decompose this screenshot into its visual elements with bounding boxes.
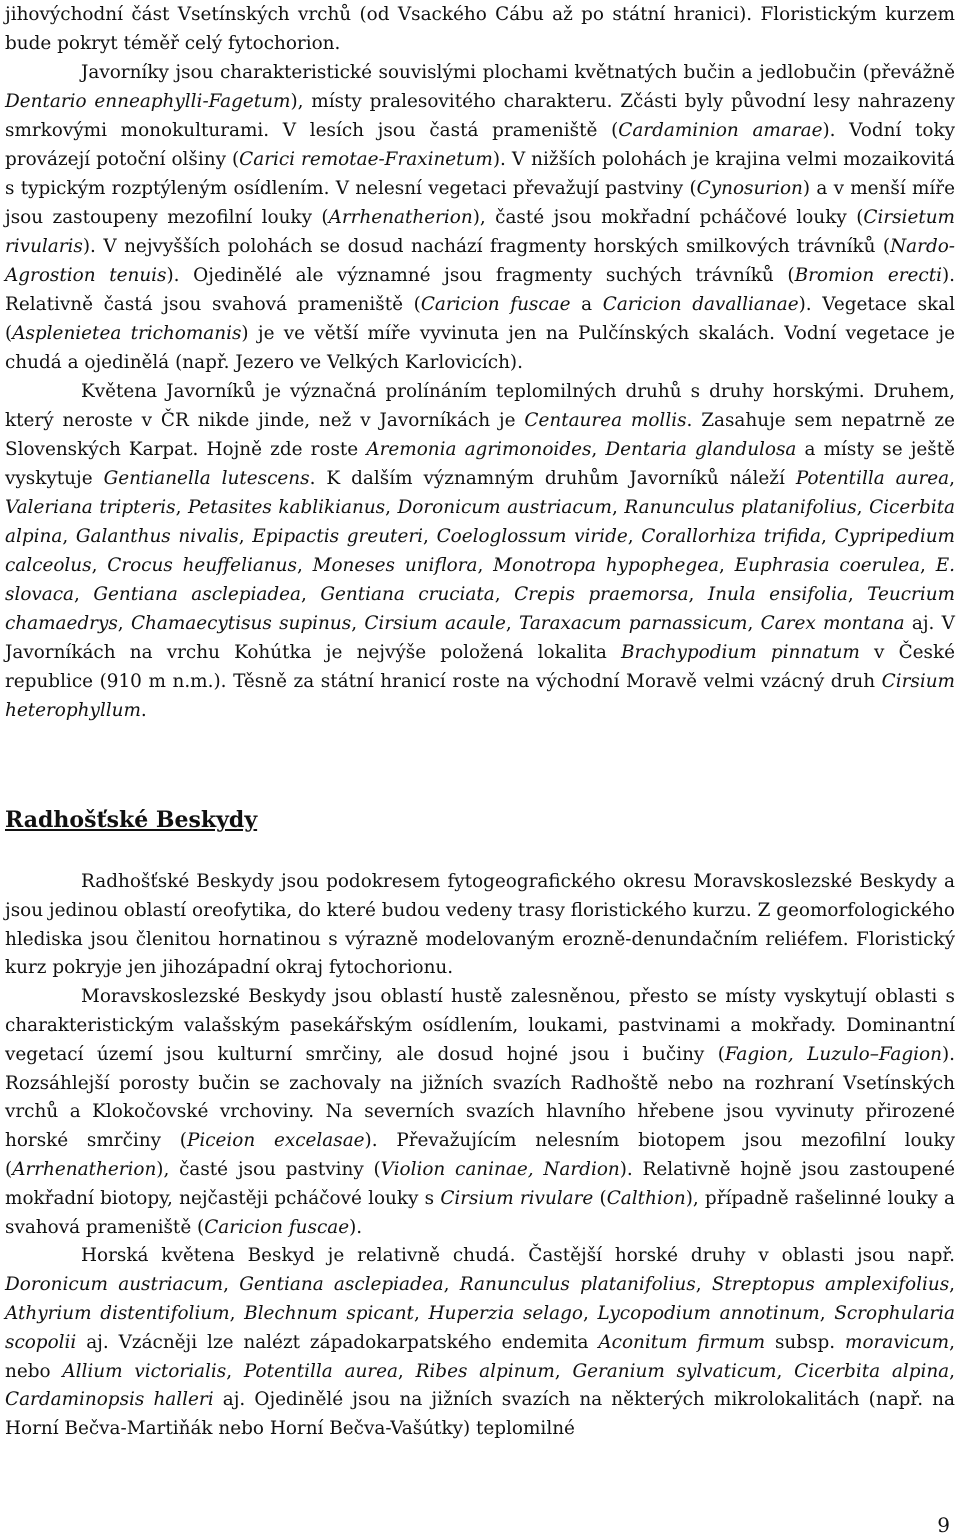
paragraph-beskydy-flora: Horská květena Beskyd je relativně chudá. Častější horské druhy v oblasti jsou např. Doronicum austriacum, Gentiana asclepiadea, Ranunculus platanifolius, Streptopus amplexifolius, Athyrium distentifolium, Blechnum spicant, Huperzia selago, Lycopodium annotinum, Scrophularia scopolii aj. Vzácněji lze nalézt západokarpatského endemita Aconitum firmum subsp. moravicum, nebo Allium victorialis, Potentilla aurea, Ribes alpinum, Geranium sylvaticum, Cicerbita alpina, Cardaminopsis halleri aj. Ojedinělé jsou na jižních svazích na některých mikrolokalitách (např. na Horní Bečva-Martiňák nebo Horní Bečva-Vašútky) teplomilné: [5, 1245, 956, 1440]
paragraph-javorniky-flora: Květena Javorníků je význačná prolínáním teplomilných druhů s druhy horskými. Druhem, který neroste v ČR nikde jinde, než v Javorníkách je Centaurea mollis. Zasahuje sem nepatrně ze Slovenských Karpat. Hojně zde roste Aremonia agrimonoides, Dentaria glandulosa a místy se ještě vyskytuje Gentianella lutescens. K dalším významným druhům Javorníků náleží Potentilla aurea, Valeriana tripteris, Petasites kablikianus, Doronicum austriacum, Ranunculus platanifolius, Cicerbita alpina, Galanthus nivalis, Epipactis greuteri, Coeloglossum viride, Corallorhiza trifida, Cypripedium calceolus, Crocus heuffelianus, Moneses uniflora, Monotropa hypophegea, Euphrasia coerulea, E. slovaca, Gentiana asclepiadea, Gentiana cruciata, Crepis praemorsa, Inula ensifolia, Teucrium chamaedrys, Chamaecytisus supinus, Cirsium acaule, Taraxacum parnassicum, Carex montana aj. V Javorníkách na vrchu Kohútka je nejvýše položená lokalita Brachypodium pinnatum v České republice (910 m n.m.). Těsně za státní hranicí roste na východní Moravě velmi vzácný druh Cirsium heterophyllum.: [5, 381, 956, 721]
section-heading-radhostske-beskydy: Radhošťské Beskydy: [5, 807, 258, 833]
paragraph-beskydy-vegetation: Moravskoslezské Beskydy jsou oblastí hustě zalesněnou, přesto se místy vyskytují oblasti s charakteristickým valašským pasekářským osídlením, loukami, pastvinami a mokřady. Dominantní vegetací území jsou kulturní smrčiny, ale dosud hojné jsou i bučiny (Fagion, Luzulo–Fagion). Rozsáhlejší porosty bučin se zachovaly na jižních svazích Radhoště nebo na rozhraní Vsetínských vrchů a Klokočovské vrchoviny. Na severních svazích hlavního hřebene jsou vyvinuty přirozené horské smrčiny (Piceion excelasae). Převažujícím nelesním biotopem jsou mezofilní louky (Arrhenatherion), časté jsou pastviny (Violion caninae, Nardion). Relativně hojně jsou zastoupené mokřadní biotopy, nejčastěji pcháčové louky s Cirsium rivulare (Calthion), případně rašelinné louky a svahová prameniště (Caricion fuscae).: [5, 986, 956, 1238]
section-radhostske-beskydy: [5, 868, 955, 1444]
paragraph-javorniky-vegetation: Javorníky jsou charakteristické souvislými plochami květnatých bučin a jedlobučin (převážně Dentario enneaphylli-Fagetum), místy pralesovitého charakteru. Zčásti byly původní lesy nahrazeny smrkovými monokulturami. V lesích jsou častá prameniště (Cardaminion amarae). Vodní toky provázejí potoční olšiny (Carici remotae-Fraxinetum). V nižších polohách je krajina velmi mozaikovitá s typickým rozptýleným osídlením. V nelesní vegetaci převažují pastviny (Cynosurion) a v menší míře jsou zastoupeny mezofilní louky (Arrhenatherion), časté jsou mokřadní pcháčové louky (Cirsietum rivularis). V nejvyšších polohách se dosud nachází fragmenty horských smilkových trávníků (Nardo-Agrostion tenuis). Ojedinělé ale významné jsou fragmenty suchých trávníků (Bromion erecti). Relativně častá jsou svahová prameniště (Caricion fuscae a Caricion davallianae). Vegetace skal (Asplenietea trichomanis) je ve větší míře vyvinuta jen na Pulčínských skalách. Vodní vegetace je chudá a ojedinělá (např. Jezero ve Velkých Karlovicích).: [5, 62, 956, 373]
paragraph-beskydy-intro: Radhošťské Beskydy jsou podokresem fytogeografického okresu Moravskoslezské Beskydy a jsou jedinou oblastí oreofytika, do které budou vedeny trasy floristického kurzu. Z geomorfologického hlediska jsou členitou hornatinou s výrazně modelovaným erozně-denundačním reliéfem. Floristický kurz pokryje jen jihozápadní okraj fytochorionu.: [5, 871, 955, 979]
page-number: 9: [937, 1513, 950, 1537]
section-javorniky: [5, 0, 955, 725]
paragraph-intro-continuation: jihovýchodní část Vsetínských vrchů (od Vsackého Cábu až po státní hranici). Floristickým kurzem bude pokryt téměř celý fytochorion.: [5, 4, 955, 54]
